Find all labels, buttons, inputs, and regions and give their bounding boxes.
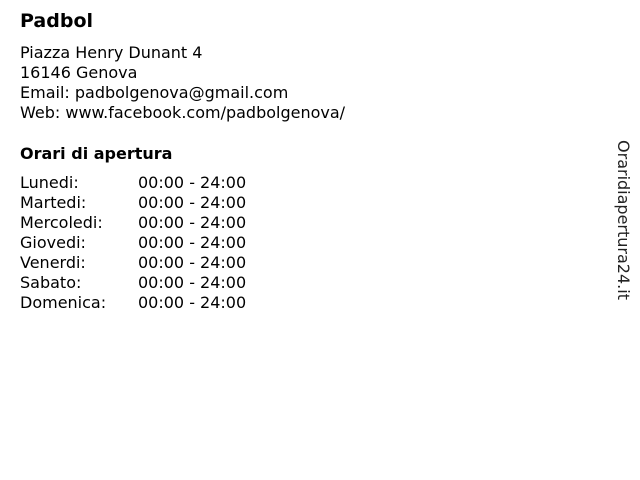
day-label: Sabato: bbox=[20, 273, 82, 292]
day-label: Lunedi: bbox=[20, 173, 79, 192]
hours-heading: Orari di apertura bbox=[20, 144, 173, 163]
address-line-street: Piazza Henry Dunant 4 bbox=[20, 43, 203, 62]
hours-row-wednesday bbox=[20, 213, 246, 233]
address-line-city: 16146 Genova bbox=[20, 63, 138, 82]
hours-row-sunday bbox=[20, 293, 246, 313]
time-range: 00:00 - 24:00 bbox=[138, 193, 247, 212]
day-label: Giovedi: bbox=[20, 233, 86, 252]
time-range: 00:00 - 24:00 bbox=[138, 273, 247, 292]
time-range: 00:00 - 24:00 bbox=[138, 173, 247, 192]
day-label: Venerdi: bbox=[20, 253, 86, 272]
day-label: Domenica: bbox=[20, 293, 107, 312]
business-contact bbox=[20, 43, 345, 123]
day-label: Mercoledi: bbox=[20, 213, 103, 232]
email-text: Email: padbolgenova@gmail.com bbox=[20, 83, 289, 102]
hours-row-thursday bbox=[20, 233, 246, 253]
time-range: 00:00 - 24:00 bbox=[138, 253, 247, 272]
hours-row-saturday bbox=[20, 273, 246, 293]
hours-row-monday bbox=[20, 173, 246, 193]
day-label: Martedi: bbox=[20, 193, 87, 212]
time-range: 00:00 - 24:00 bbox=[138, 293, 247, 312]
time-range: 00:00 - 24:00 bbox=[138, 213, 247, 232]
site-watermark: Oraridiapertura24.it bbox=[614, 140, 633, 300]
hours-table bbox=[20, 173, 246, 313]
time-range: 00:00 - 24:00 bbox=[138, 233, 247, 252]
web-text: Web: www.facebook.com/padbolgenova/ bbox=[20, 103, 346, 122]
hours-row-friday bbox=[20, 253, 246, 273]
business-name: Padbol bbox=[20, 10, 94, 32]
hours-row-tuesday bbox=[20, 193, 246, 213]
